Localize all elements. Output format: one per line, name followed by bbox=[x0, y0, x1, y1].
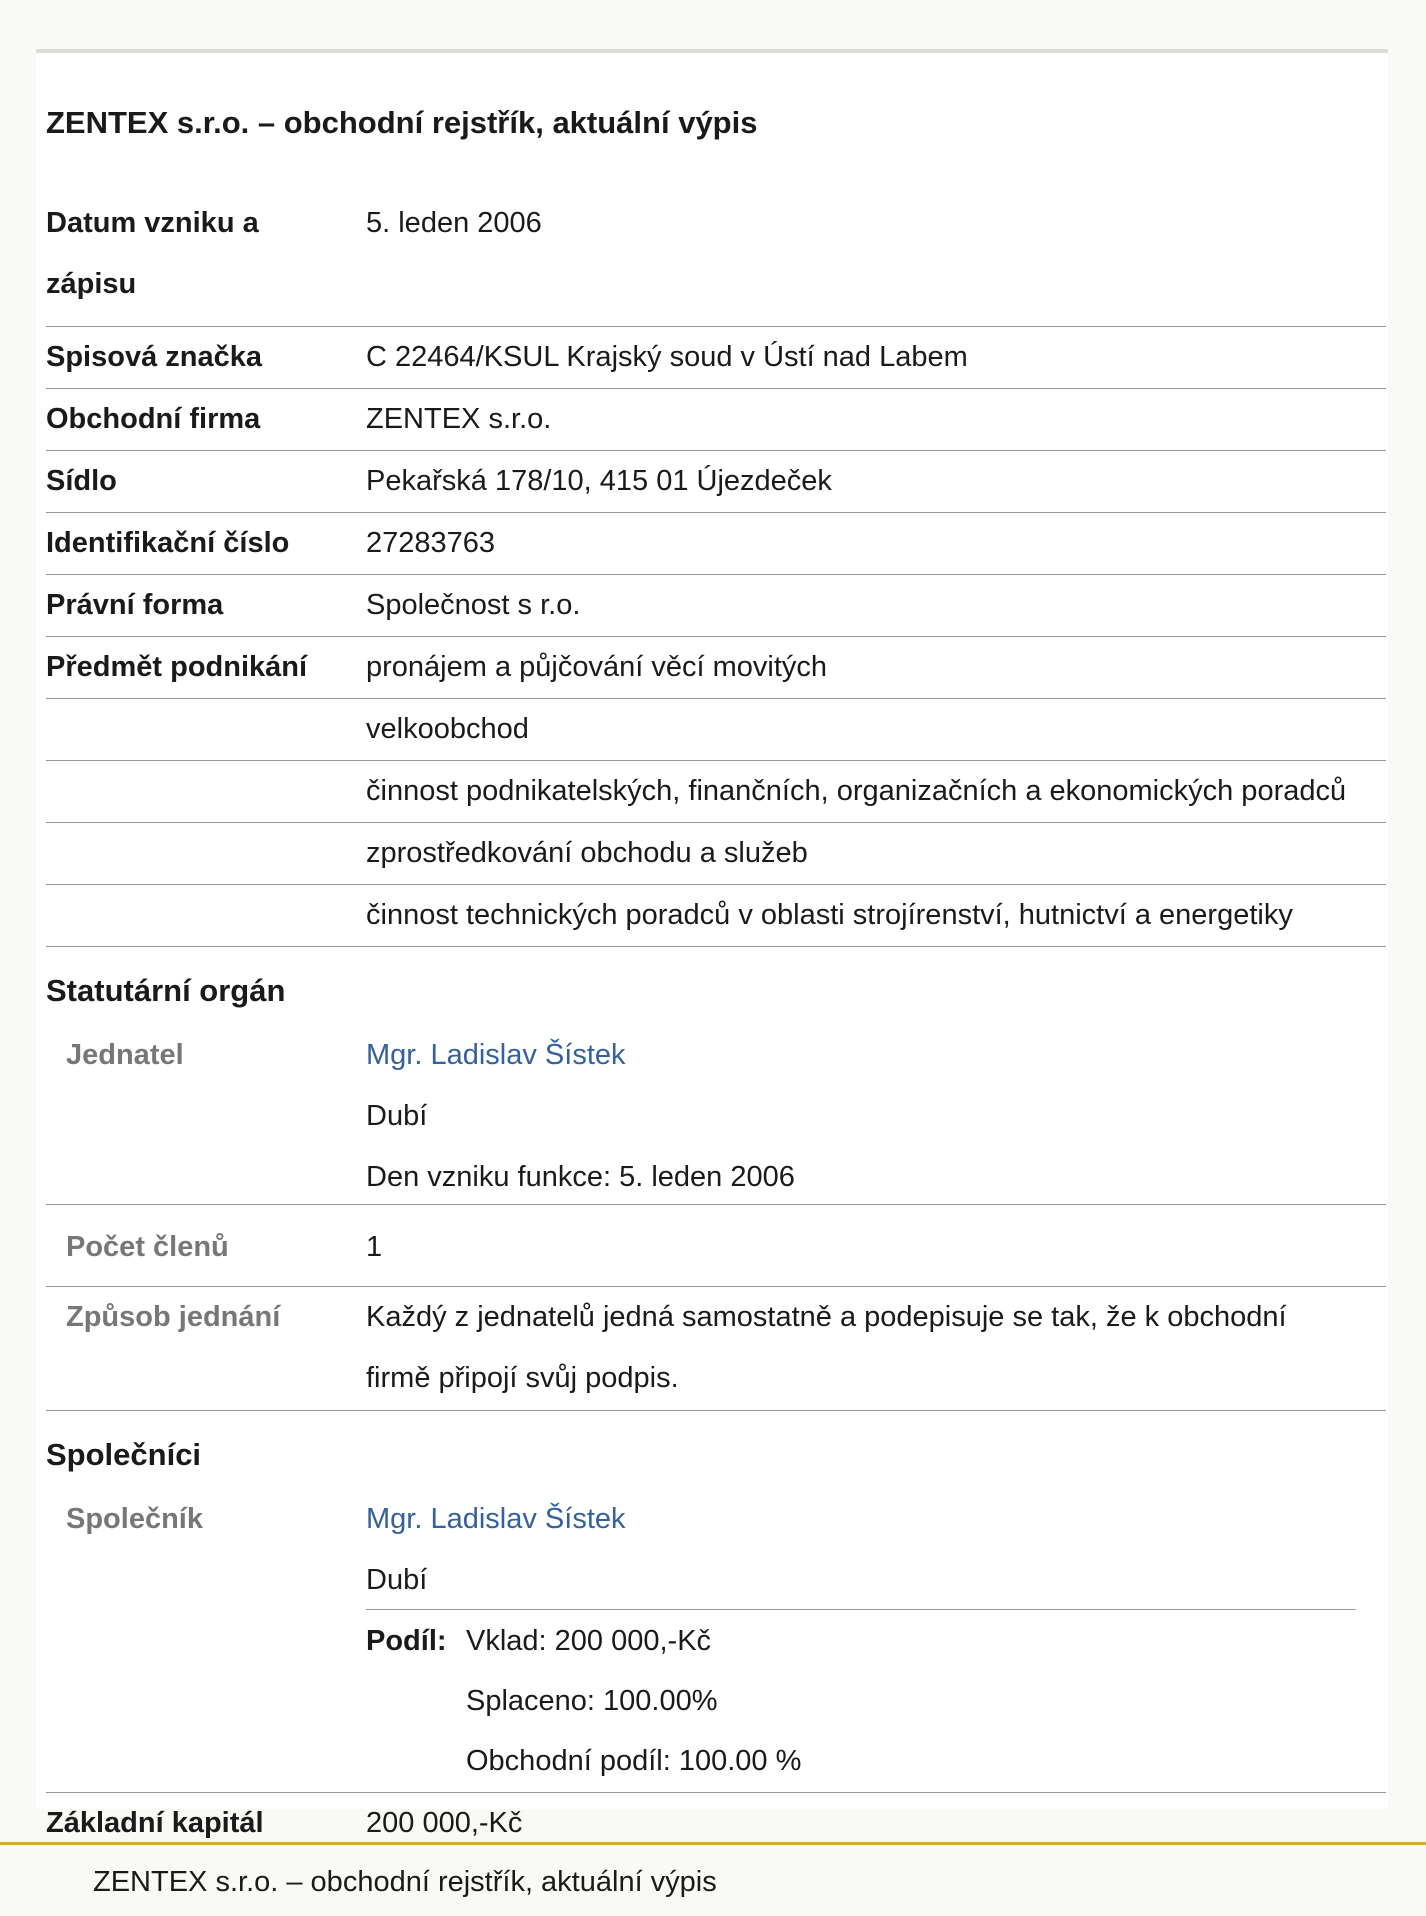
row-value: pronájem a půjčování věcí movitých bbox=[366, 651, 827, 683]
row-value: 27283763 bbox=[366, 527, 496, 559]
share-paid: Splaceno: 100.00% bbox=[466, 1685, 718, 1717]
row-jednatel bbox=[46, 1025, 1386, 1205]
row-address bbox=[46, 451, 1386, 513]
row-label: Právní forma bbox=[46, 589, 224, 621]
person-link[interactable]: Mgr. Ladislav Šístek bbox=[366, 1039, 626, 1071]
row-value bbox=[366, 1287, 1386, 1409]
function-since: Den vzniku funkce: 5. leden 2006 bbox=[366, 1161, 795, 1193]
value-line: firmě připojí svůj podpis. bbox=[366, 1362, 679, 1394]
section-partners: Společníci bbox=[46, 1437, 202, 1472]
row-file-number bbox=[46, 327, 1386, 389]
row-value: zprostředkování obchodu a služeb bbox=[366, 837, 808, 869]
row-label: Společník bbox=[66, 1503, 203, 1535]
row-partner bbox=[46, 1489, 1386, 1793]
person-city: Dubí bbox=[366, 1100, 428, 1132]
row-value: Společnost s r.o. bbox=[366, 589, 581, 621]
row-label-line: zápisu bbox=[46, 268, 137, 300]
row-business-4 bbox=[46, 823, 1386, 885]
row-value: 5. leden 2006 bbox=[366, 207, 542, 239]
register-card bbox=[36, 49, 1388, 1839]
row-value: 200 000,-Kč bbox=[366, 1807, 523, 1839]
section-statutory: Statutární orgán bbox=[46, 973, 286, 1008]
row-value: 1 bbox=[366, 1231, 383, 1263]
row-label: Základní kapitál bbox=[46, 1807, 264, 1839]
row-members bbox=[46, 1205, 1386, 1287]
row-business-5 bbox=[46, 885, 1386, 947]
row-acting-method bbox=[46, 1287, 1386, 1411]
page-title: ZENTEX s.r.o. – obchodní rejstřík, aktuální výpis bbox=[46, 105, 758, 140]
row-label: Počet členů bbox=[66, 1231, 229, 1263]
person-city: Dubí bbox=[366, 1564, 428, 1596]
footer-title: ZENTEX s.r.o. – obchodní rejstřík, aktuální výpis bbox=[93, 1866, 717, 1898]
row-label: Jednatel bbox=[66, 1039, 184, 1071]
row-value: činnost podnikatelských, finančních, organizačních a ekonomických poradců bbox=[366, 775, 1347, 807]
row-label: Způsob jednání bbox=[66, 1301, 281, 1333]
row-id-number bbox=[46, 513, 1386, 575]
row-company-name bbox=[46, 389, 1386, 451]
row-label: Spisová značka bbox=[46, 341, 262, 373]
row-value: ZENTEX s.r.o. bbox=[366, 403, 552, 435]
value-line: Každý z jednatelů jedná samostatně a podepisuje se tak, že k obchodní bbox=[366, 1301, 1287, 1333]
row-value: velkoobchod bbox=[366, 713, 529, 745]
row-label bbox=[46, 193, 346, 315]
row-value: Pekařská 178/10, 415 01 Újezdeček bbox=[366, 465, 832, 497]
row-business-1 bbox=[46, 637, 1386, 699]
row-value: činnost technických poradců v oblasti strojírenství, hutnictví a energetiky bbox=[366, 899, 1293, 931]
row-value bbox=[366, 1489, 1386, 1611]
row-business-3 bbox=[46, 761, 1386, 823]
row-value bbox=[366, 1025, 1386, 1208]
row-value: C 22464/KSUL Krajský soud v Ústí nad Labem bbox=[366, 341, 968, 373]
person-link[interactable]: Mgr. Ladislav Šístek bbox=[366, 1503, 626, 1535]
footer bbox=[0, 1842, 1426, 1916]
share-business: Obchodní podíl: 100.00 % bbox=[466, 1745, 802, 1777]
row-business-2 bbox=[46, 699, 1386, 761]
row-founding-date bbox=[46, 193, 1386, 327]
row-label: Předmět podnikání bbox=[46, 651, 308, 683]
row-label: Sídlo bbox=[46, 465, 117, 497]
share-label: Podíl: bbox=[366, 1625, 447, 1657]
row-legal-form bbox=[46, 575, 1386, 637]
share-deposit: Vklad: 200 000,-Kč bbox=[466, 1625, 712, 1657]
share-divider bbox=[366, 1609, 1356, 1610]
row-label: Identifikační číslo bbox=[46, 527, 290, 559]
row-label: Obchodní firma bbox=[46, 403, 261, 435]
row-label-line: Datum vzniku a bbox=[46, 207, 259, 239]
